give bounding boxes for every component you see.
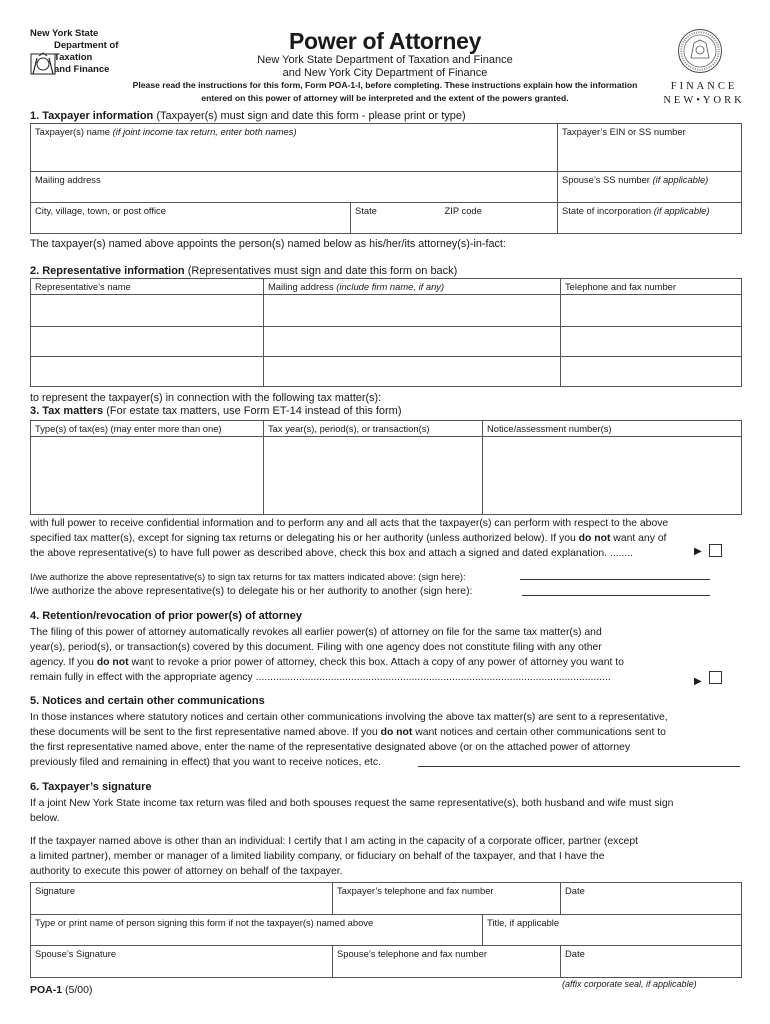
section-6-entity-line-1: If the taxpayer named above is other than an individual: I certify that I am acting in the capacity of a corporate officer, partner (except [30, 836, 638, 847]
section-6-entity-line-3: authority to execute this power of attorney on behalf of the taxpayer. [30, 866, 343, 877]
rep-2-address-field[interactable] [264, 327, 561, 357]
section-4-line-3: agency. If you [30, 657, 97, 668]
tax-years-label: Tax year(s), period(s), or transaction(s) [268, 423, 430, 434]
section-5-heading [30, 695, 265, 707]
zip-field[interactable] [441, 203, 558, 234]
section-6-entity-text [30, 834, 742, 879]
rep-address-note: (include firm name, if any) [336, 281, 445, 292]
signature-field[interactable] [31, 883, 333, 915]
mailing-address-field[interactable] [31, 172, 558, 203]
signature-table [30, 882, 742, 978]
spouse-ss-label: Spouse’s SS number [562, 174, 653, 185]
instructions-line-1: Please read the instructions for this form, Form POA-1-I, before completing. These instructions explain how the information [132, 80, 638, 90]
notice-number-field[interactable] [483, 437, 742, 515]
nyc-finance-line-1: FINANCE [670, 81, 738, 92]
spouse-date-label: Date [565, 948, 585, 959]
tax-types-header [31, 421, 264, 437]
section-6-joint-text [30, 796, 742, 826]
state-label: State [355, 205, 377, 216]
subtitle [200, 54, 570, 80]
notice-number-label: Notice/assessment number(s) [487, 423, 612, 434]
rep-1-address-field[interactable] [264, 295, 561, 327]
representative-table [30, 278, 742, 387]
nyc-seal-icon [677, 28, 723, 74]
rep-2-name-field[interactable] [31, 327, 264, 357]
tax-years-header [264, 421, 483, 437]
agency-line-3: Taxation [54, 52, 93, 63]
section-4-heading [30, 610, 302, 622]
title-label: Title, if applicable [487, 917, 560, 928]
section-4-text [30, 625, 742, 685]
city-label: City, village, town, or post office [35, 205, 166, 216]
section-5-text [30, 710, 742, 770]
taxpayer-info-table [30, 123, 742, 234]
spouse-phone-label: Spouse’s telephone and fax number [337, 948, 487, 959]
print-name-label: Type or print name of person signing this form if not the taxpayer(s) named above [35, 917, 374, 928]
full-power-line-2: specified tax matter(s), except for signing tax returns or delegating his or her authority (unless authorized below). If you [30, 533, 579, 544]
signature-label: Signature [35, 885, 76, 896]
spouse-ss-field[interactable] [558, 172, 742, 203]
section-4-do-not: do not [96, 657, 129, 668]
city-field[interactable] [31, 203, 351, 234]
subtitle-line-1: New York State Department of Taxation and Finance [257, 54, 513, 66]
instructions [100, 79, 670, 105]
delegate-text: I/we authorize the above representative(s) to delegate his or her authority to another (sign here): [30, 586, 473, 597]
spouse-date-field[interactable] [561, 946, 742, 978]
section-6-title: 6. Taxpayer’s signature [30, 781, 152, 793]
section-4-line-1: The filing of this power of attorney automatically revokes all earlier power(s) of attorney on file for the same tax matter(s) and [30, 627, 602, 638]
page-title: Power of Attorney [288, 28, 482, 54]
section-6-joint-line-1: If a joint New York State income tax return was filed and both spouses request the same representative(s), both husband and wife must sign [30, 798, 674, 809]
print-name-field[interactable] [31, 915, 483, 946]
rep-3-address-field[interactable] [264, 357, 561, 387]
sign-returns-text: I/we authorize the above representative(s) to sign tax returns for tax matters indicated above: (sign here): [30, 571, 466, 582]
spouse-signature-field[interactable] [31, 946, 333, 978]
rep-name-header [31, 279, 264, 295]
section-4-line-4: remain fully in effect with the appropriate agency ........................................................................................................................... [30, 672, 611, 683]
incorporation-field[interactable] [558, 203, 742, 234]
agency-line-2: Department of [54, 40, 119, 51]
spouse-signature-label: Spouse’s Signature [35, 948, 117, 959]
section-5-line-2: these documents will be sent to the first representative named above. If you [30, 727, 381, 738]
section-1-title: 1. Taxpayer information [30, 110, 154, 122]
appoints-statement: The taxpayer(s) named above appoints the person(s) named below as his/her/its attorney(s)-in-fact: [30, 238, 506, 250]
section-2-heading [30, 265, 457, 277]
section-4-line-3-end: want to revoke a prior power of attorney, check this box. Attach a copy of any power of attorney you want to [128, 657, 624, 668]
rep-1-phone-field[interactable] [561, 295, 742, 327]
section-5-line-4: previously filed and remaining in effect) that you want to receive notices, etc. [30, 757, 381, 768]
section-5-line-1: In those instances where statutory notices and certain other communications involving the above tax matter(s) are sent to a representative, [30, 712, 668, 723]
full-power-paragraph [30, 516, 742, 561]
full-power-line-2-end: want any of [610, 533, 667, 544]
section-6-heading [30, 781, 151, 793]
no-full-power-checkbox[interactable] [709, 544, 722, 557]
section-3-title: 3. Tax matters [30, 405, 104, 417]
section-5-do-not: do not [380, 727, 413, 738]
nyc-finance-line-2: NEW•YORK [663, 95, 745, 106]
rep-1-name-field[interactable] [31, 295, 264, 327]
nyc-finance-logo [662, 80, 746, 108]
represent-statement: to represent the taxpayer(s) in connection with the following tax matter(s): [30, 392, 382, 404]
state-field[interactable] [351, 203, 441, 234]
taxpayer-name-note: (if joint income tax return, enter both names) [112, 126, 297, 137]
rep-3-phone-field[interactable] [561, 357, 742, 387]
subtitle-line-2: and New York City Department of Finance [282, 67, 488, 79]
section-2-title: 2. Representative information [30, 265, 185, 277]
section-6-joint-line-2: below. [30, 813, 60, 824]
tax-matters-table [30, 420, 742, 515]
form-id-date: (5/00) [62, 984, 93, 996]
tax-types-field[interactable] [31, 437, 264, 515]
rep-2-phone-field[interactable] [561, 327, 742, 357]
rep-phone-label: Telephone and fax number [565, 281, 677, 292]
taxpayer-ein-field[interactable] [558, 124, 742, 172]
taxpayer-phone-field[interactable] [333, 883, 561, 915]
date-label: Date [565, 885, 585, 896]
rep-address-header [264, 279, 561, 295]
section-4-title: 4. Retention/revocation of prior power(s) of attorney [30, 610, 302, 622]
instructions-line-2: entered on this power of attorney will be interpreted and the extent of the powers granted. [201, 93, 569, 103]
corporate-seal-note: (affix corporate seal, if applicable) [562, 979, 697, 989]
section-2-note: (Representatives must sign and date this form on back) [184, 265, 458, 277]
nys-seal-icon [30, 52, 56, 76]
full-power-do-not: do not [578, 533, 611, 544]
no-revoke-checkbox[interactable] [709, 671, 722, 684]
rep-address-label: Mailing address [268, 281, 337, 292]
section-3-note: (For estate tax matters, use Form ET-14 instead of this form) [103, 405, 402, 417]
tax-types-label: Type(s) of tax(es) (may enter more than one) [35, 423, 222, 434]
tax-years-field[interactable] [264, 437, 483, 515]
agency-line-1: New York State [30, 28, 99, 39]
form-id [30, 984, 92, 996]
section-5-line-3: the first representative named above, enter the name of the representative designated above (or on the attached power of attorney [30, 742, 631, 753]
rep-name-label: Representative’s name [35, 281, 131, 292]
taxpayer-name-label: Taxpayer(s) name [35, 126, 113, 137]
agency-line-4: and Finance [54, 64, 110, 75]
spouse-ss-note: (if applicable) [652, 174, 709, 185]
full-power-line-1: with full power to receive confidential information and to perform any and all acts that the taxpayer(s) can perform with respect to the above [30, 518, 669, 529]
date-field[interactable] [561, 883, 742, 915]
rep-phone-header [561, 279, 742, 295]
taxpayer-phone-label: Taxpayer’s telephone and fax number [337, 885, 494, 896]
mailing-address-label: Mailing address [35, 174, 101, 185]
taxpayer-name-field[interactable] [31, 124, 558, 172]
rep-3-name-field[interactable] [31, 357, 264, 387]
section-5-line-2-end: want notices and certain other communications sent to [412, 727, 666, 738]
section-4-line-2: year(s), period(s), or transaction(s) covered by this document. Filing with one agency does not constitute filing with any other [30, 642, 602, 653]
incorporation-label: State of incorporation [562, 205, 654, 216]
spouse-phone-field[interactable] [333, 946, 561, 978]
section-1-heading [30, 110, 466, 122]
incorporation-note: (if applicable) [653, 205, 710, 216]
notice-number-header [483, 421, 742, 437]
delegate-signature-line[interactable] [522, 595, 710, 596]
zip-label: ZIP code [444, 205, 482, 216]
section-5-title: 5. Notices and certain other communications [30, 695, 265, 707]
form-id-code: POA-1 [30, 984, 63, 996]
full-power-line-3: the above representative(s) to have full power as described above, check this box and attach a signed and dated explanation. ........ [30, 548, 634, 559]
taxpayer-ein-label: Taxpayer’s EIN or SS number [562, 126, 686, 137]
title-field[interactable] [483, 915, 742, 946]
section-6-entity-line-2: a limited partner), member or manager of a limited liability company, or fiduciary on behalf of the taxpayer, and that I have the [30, 851, 605, 862]
section-3-heading [30, 405, 402, 417]
sign-returns-signature-line[interactable] [520, 579, 710, 580]
arrow-icon-2: ▶ [694, 676, 702, 687]
arrow-icon: ▶ [694, 546, 702, 557]
section-1-note: (Taxpayer(s) must sign and date this form - please print or type) [153, 110, 466, 122]
notice-recipient-line[interactable] [418, 766, 740, 767]
